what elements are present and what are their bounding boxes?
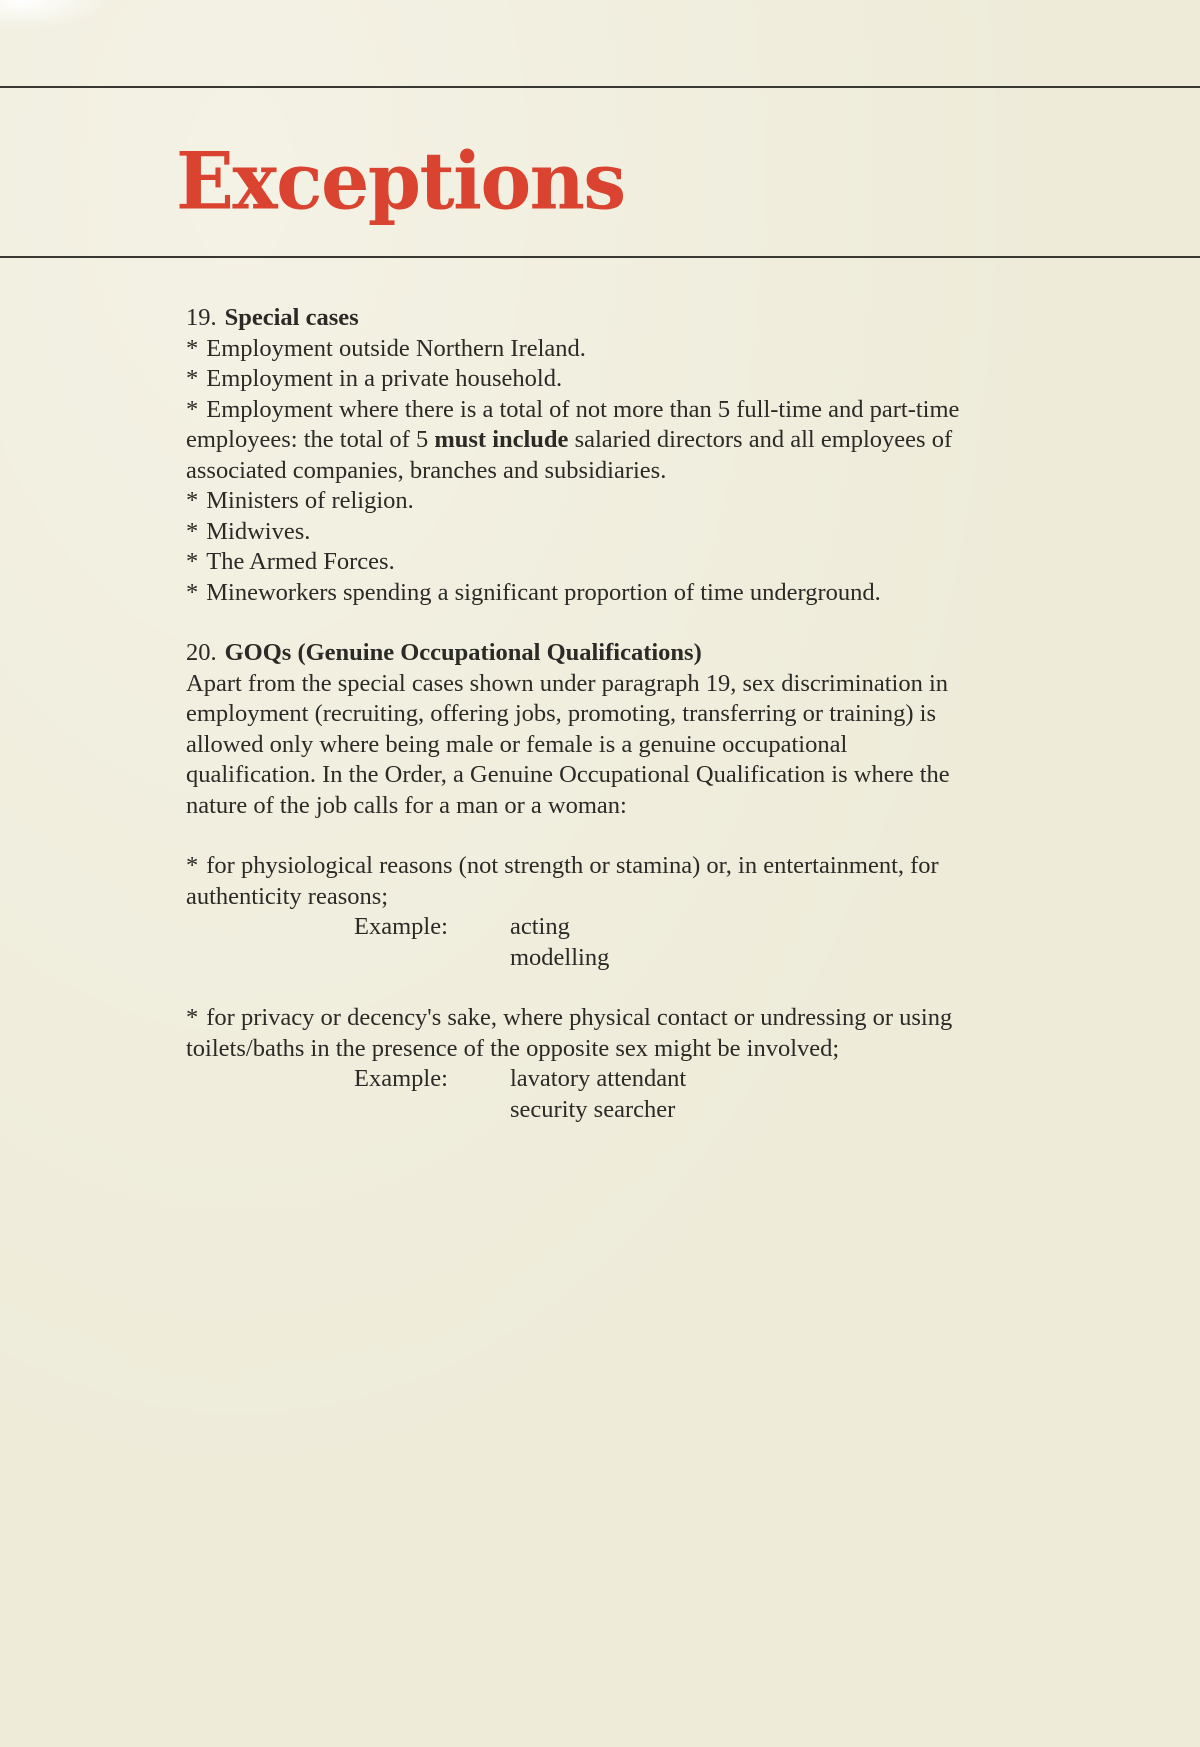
section-20-number: 20.	[186, 639, 217, 666]
bullet-mark: *	[186, 487, 199, 514]
bullet-mark: *	[186, 578, 199, 606]
bullet-mark: *	[186, 548, 199, 575]
list-item	[186, 364, 966, 395]
bullet-mark: *	[186, 852, 199, 879]
list-item	[186, 851, 966, 912]
example-row	[186, 912, 966, 973]
section-20-intro: Apart from the special cases shown under paragraph 19, sex discrimination in employment (recruiting, offering jobs, promoting, transferring or training) is allowed only where being male or female is a genuine occupational qualification. In the Order, a Genuine Occupational Qualification is where the nature of the job calls for a man or a woman:	[186, 669, 950, 819]
example-value: acting	[510, 913, 570, 940]
list-item-text: Mineworkers spending a significant proportion of time underground.	[206, 578, 881, 606]
section-19-number: 19.	[186, 304, 217, 331]
list-item-text: Employment outside Northern Ireland.	[206, 334, 586, 362]
example-label: Example:	[354, 1065, 448, 1092]
section-19-heading	[186, 303, 966, 334]
example-label: Example:	[354, 913, 448, 940]
example-value: modelling	[510, 943, 610, 971]
list-item	[186, 486, 966, 517]
example-value: security searcher	[510, 1095, 676, 1123]
section-20-title-rest: (Genuine Occupational Qualifications)	[291, 639, 702, 666]
list-item	[186, 517, 966, 548]
list-item	[186, 578, 966, 609]
list-item-text: Midwives.	[206, 517, 311, 545]
spacer	[186, 608, 966, 638]
paper-smudge	[0, 0, 110, 30]
spacer	[186, 973, 966, 1003]
list-item-text: for physiological reasons (not strength or stamina) or, in entertainment, for authenticity reasons;	[186, 852, 939, 910]
list-item	[186, 395, 966, 487]
list-item-text: salaried directors and all employees of associated companies, branches and subsidiaries.	[186, 426, 953, 484]
list-item-text: Employment in a private household.	[206, 365, 563, 392]
bullet-mark: *	[186, 365, 199, 392]
bullet-mark: *	[186, 395, 199, 423]
top-rule	[0, 86, 1200, 88]
list-item-text: Employment where there is a total of not more than 5 full-time and part-time employees: the total of 5	[186, 395, 960, 453]
page-title: Exceptions	[176, 134, 625, 228]
list-item-text: for privacy or decency's sake, where physical contact or undressing or using toilets/baths in the presence of the opposite sex might be involved;	[186, 1004, 953, 1062]
list-item-text: Ministers of religion.	[206, 487, 414, 514]
list-item	[186, 1003, 966, 1064]
list-item-text: The Armed Forces.	[206, 548, 395, 575]
section-20-heading	[186, 638, 966, 669]
example-values	[510, 912, 609, 973]
list-item	[186, 547, 966, 578]
example-values	[510, 1064, 686, 1125]
bullet-mark: *	[186, 1004, 199, 1031]
section-20-title: GOQs	[224, 639, 292, 666]
body-text	[186, 303, 966, 1125]
spacer	[186, 821, 966, 851]
emphasis-text: must include	[434, 426, 569, 453]
list-item	[186, 334, 966, 365]
bullet-mark: *	[186, 517, 199, 545]
example-value: lavatory attendant	[510, 1065, 687, 1092]
section-19-title: Special cases	[224, 304, 359, 331]
example-row	[186, 1064, 966, 1125]
title-rule	[0, 256, 1200, 258]
bullet-mark: *	[186, 334, 199, 362]
